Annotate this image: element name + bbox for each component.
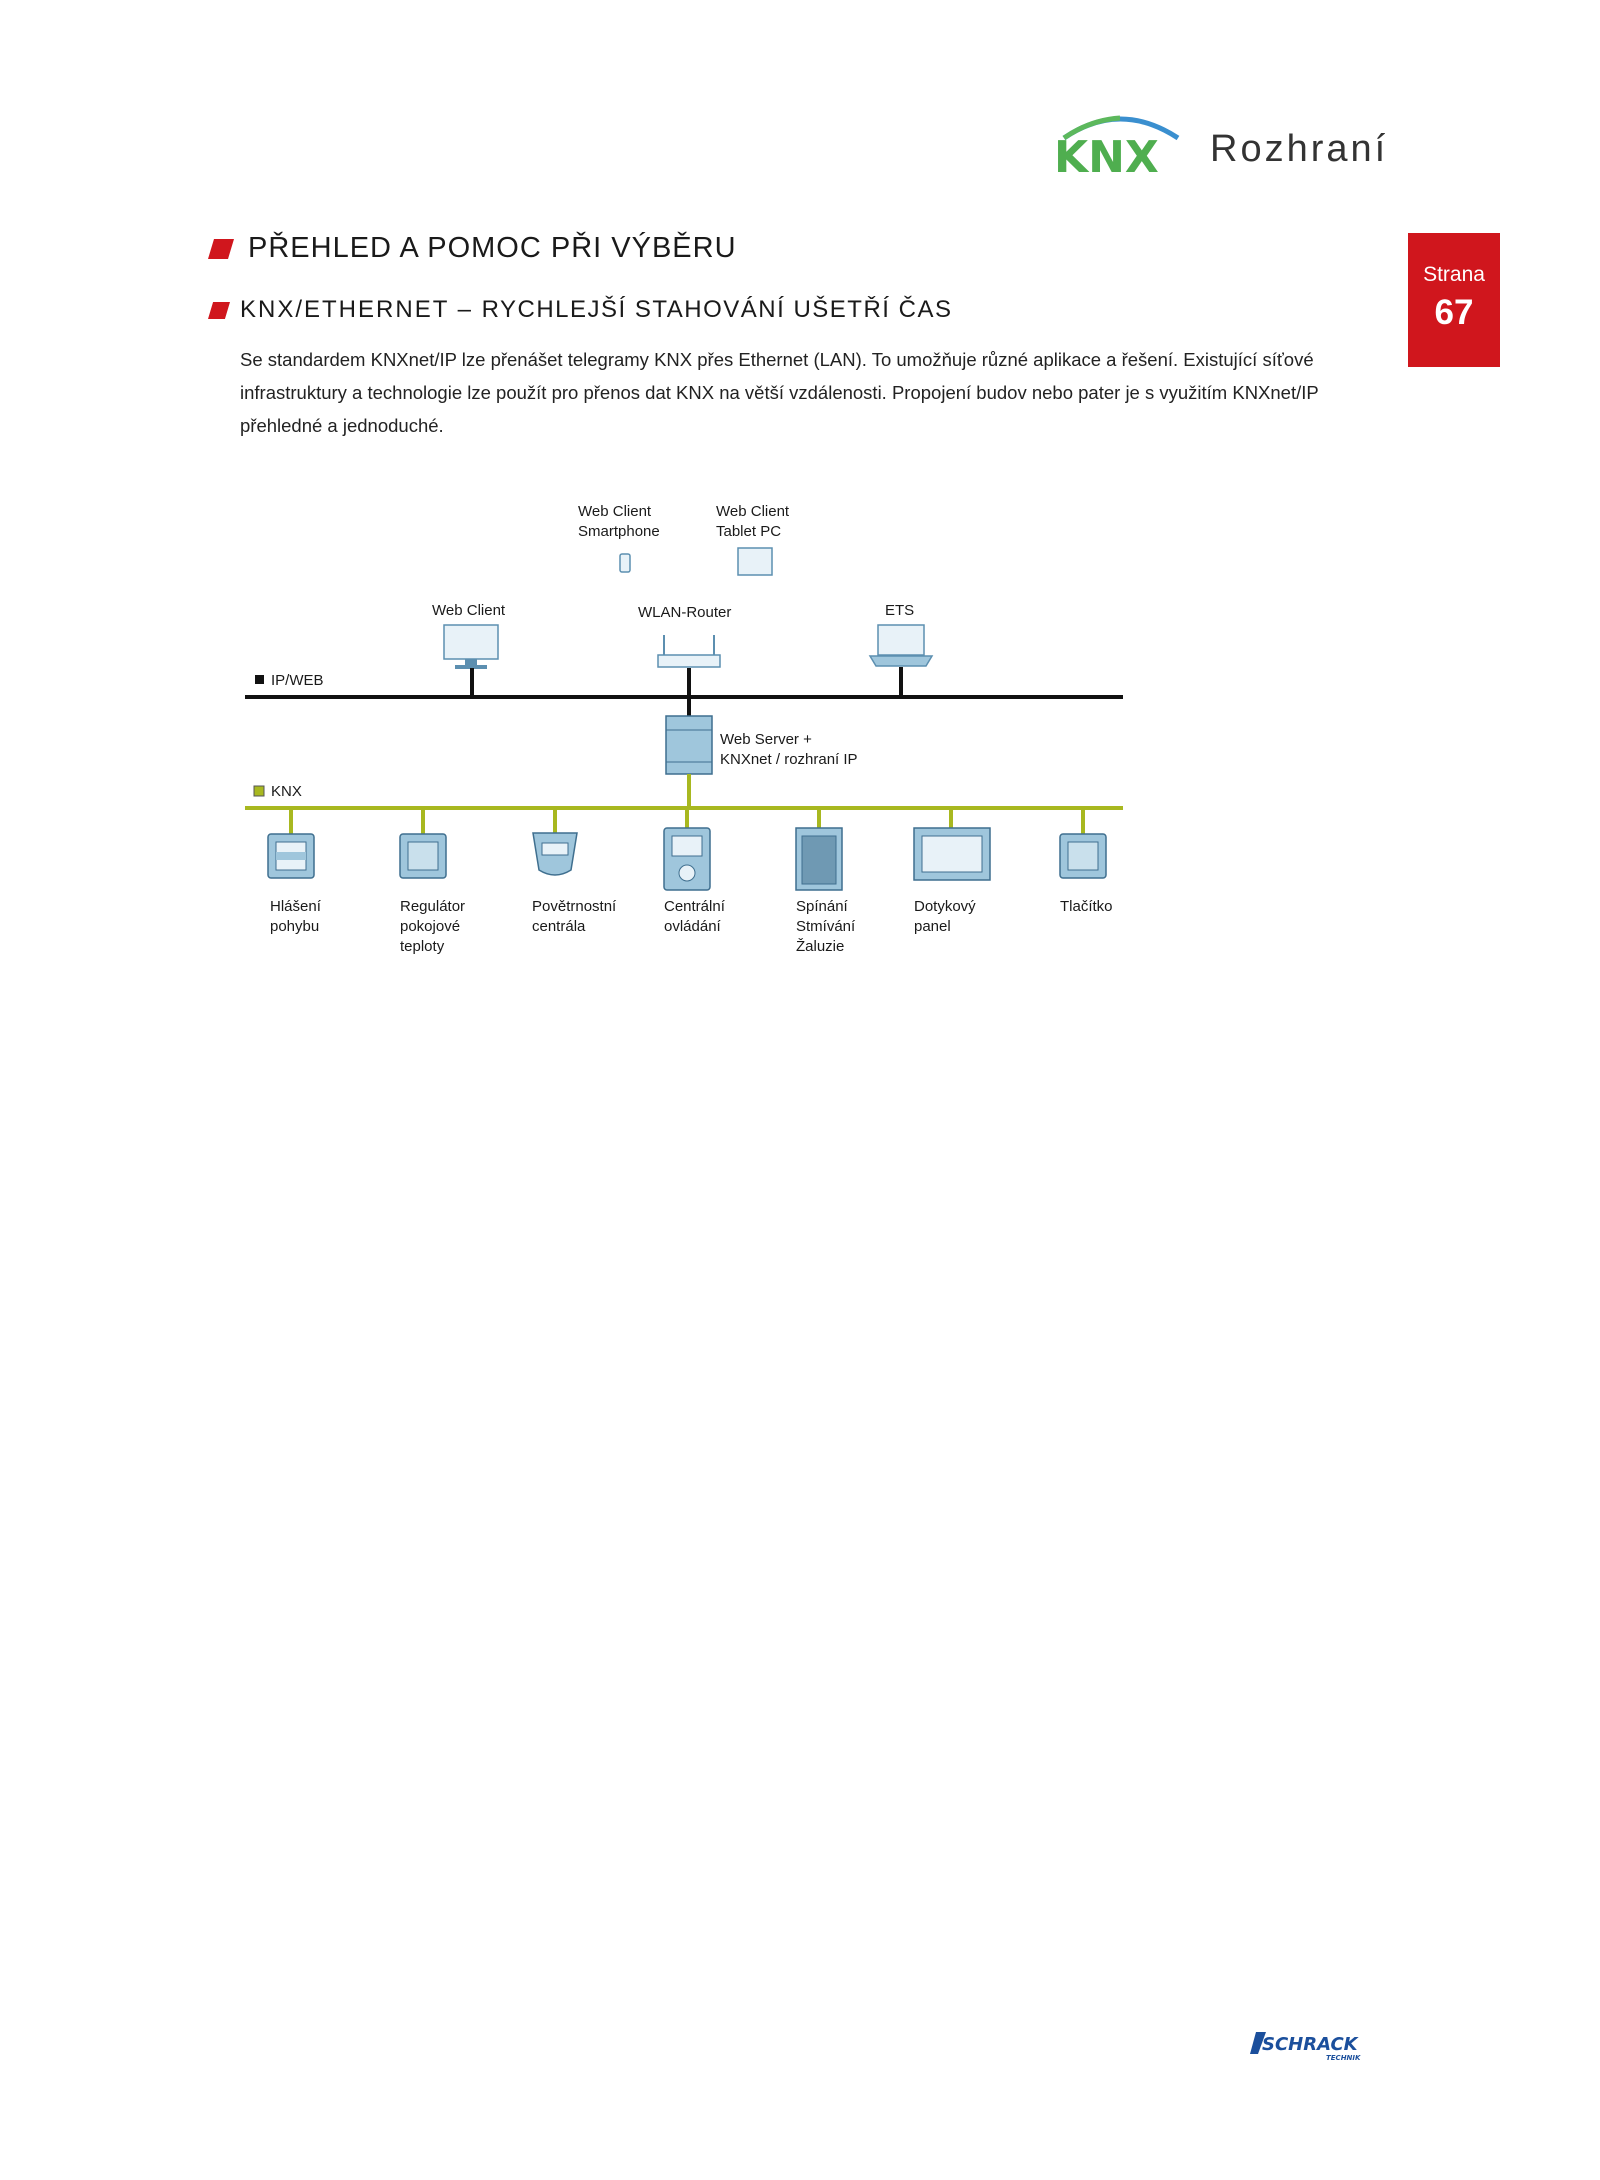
touch-panel-icon <box>914 828 990 880</box>
device-label: Spínání <box>796 898 848 915</box>
device-label: Hlášení <box>270 898 321 915</box>
schrack-logo <box>1248 2028 1373 2064</box>
page-number-tab <box>1408 233 1500 367</box>
device-label: Dotykový <box>914 898 976 915</box>
gateway-label-2: KNXnet / rozhraní IP <box>720 751 858 768</box>
tablet-label-1: Web Client <box>716 503 790 520</box>
tablet-label-2: Tablet PC <box>716 523 782 540</box>
push-button-icon <box>1060 834 1106 878</box>
sub-heading-lead: KNX/ETHERNET – <box>240 296 473 323</box>
central-control-icon <box>664 828 710 890</box>
ets-label: ETS <box>885 602 915 619</box>
wlan-router-icon <box>658 635 720 667</box>
page-number: 67 <box>1434 293 1474 332</box>
knx-bus-label: KNX <box>271 783 302 800</box>
smartphone-icon <box>620 554 630 572</box>
intro-paragraph: Se standardem KNXnet/IP lze přenášet telegramy KNX přes Ethernet (LAN). To umožňuje různé aplikace a řešení. Existující síťové infrastruktury a technologie lze použít pro přenos dat KNX na větší vzdálenosti. Propojení budov nebo pater je s využitím KNXnet/IP přehledné a jednoduché. <box>240 349 1319 436</box>
device-label: pokojové <box>400 918 461 935</box>
device-label: Regulátor <box>400 898 466 915</box>
section-title: Rozhraní <box>1210 128 1389 170</box>
ip-bus-label: IP/WEB <box>271 672 324 689</box>
tablet-icon <box>738 548 772 575</box>
page-label: Strana <box>1423 263 1485 286</box>
thermostat-icon <box>400 834 446 878</box>
device-label: Žaluzie <box>796 938 845 955</box>
subheading-marker-icon <box>208 302 230 319</box>
gateway-label-1: Web Server + <box>720 731 812 748</box>
ets-laptop-icon <box>870 625 932 666</box>
smartphone-label-1: Web Client <box>578 503 652 520</box>
motion-detector-icon <box>268 834 314 878</box>
router-label: WLAN-Router <box>638 604 732 621</box>
smartphone-label-2: Smartphone <box>578 523 660 540</box>
device-label: panel <box>914 918 951 935</box>
knx-bus-legend-icon <box>254 786 264 796</box>
device-label: Tlačítko <box>1060 898 1113 915</box>
svg-text:SCHRACK: SCHRACK <box>1262 2034 1358 2055</box>
device-label: Centrální <box>664 898 725 915</box>
ip-bus-legend-icon <box>255 675 264 684</box>
device-label: centrála <box>532 918 586 935</box>
weather-station-icon <box>533 833 577 875</box>
device-label: teploty <box>400 938 445 955</box>
device-label: Stmívání <box>796 918 856 935</box>
device-label: ovládání <box>664 918 721 935</box>
heading-marker-icon <box>208 239 234 259</box>
main-heading: PŘEHLED A POMOC PŘI VÝBĚRU <box>248 232 737 264</box>
web-server-gateway-icon <box>666 716 712 774</box>
device-label: pohybu <box>270 918 320 935</box>
actuator-icon <box>796 828 842 890</box>
device-label: Povětrnostní <box>532 898 617 915</box>
knx-network-diagram <box>230 490 1130 980</box>
web-client-label: Web Client <box>432 602 506 619</box>
svg-text:TECHNIK: TECHNIK <box>1326 2054 1361 2062</box>
knx-logo <box>1050 108 1190 178</box>
svg-text:KNX: KNX <box>1054 132 1159 178</box>
sub-heading-main: RYCHLEJŠÍ STAHOVÁNÍ UŠETŘÍ ČAS <box>481 296 953 323</box>
sub-heading <box>240 296 952 324</box>
web-client-monitor-icon <box>444 625 498 669</box>
